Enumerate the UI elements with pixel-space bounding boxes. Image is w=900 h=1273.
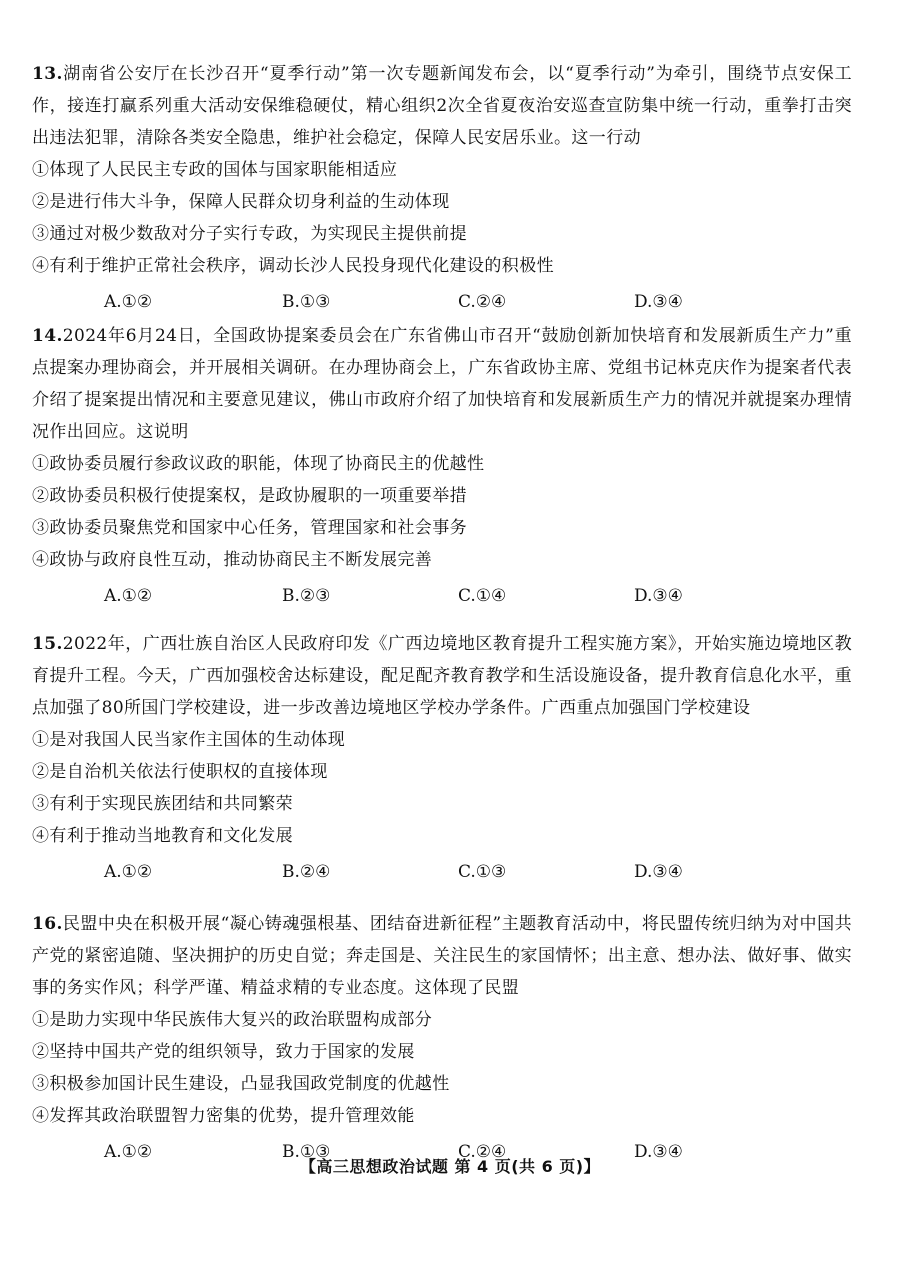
question-13 — [32, 58, 852, 320]
option-2: ②是进行伟大斗争，保障人民群众切身利益的生动体现 — [32, 192, 450, 212]
option-3: ③通过对极少数敌对分子实行专政，为实现民主提供前提 — [32, 224, 467, 244]
option-3: ③有利于实现民族团结和共同繁荣 — [32, 794, 293, 814]
answer-c[interactable]: C.①④ — [458, 586, 507, 606]
question-stem: 2022年，广西壮族自治区人民政府印发《广西边境地区教育提升工程实施方案》，开始实施边境地区教育提升工程。今天，广西加强校舍达标建设，配足配齐教育教学和生活设施设备，提升教育信息化水平，重点加强了80所国门学校建设，进一步改善边境地区学校办学条件。广西重点加强国门学校建设 — [32, 634, 852, 718]
question-number: 14. — [32, 326, 63, 346]
answer-c[interactable]: C.①③ — [458, 862, 507, 882]
option-4: ④有利于维护正常社会秩序，调动长沙人民投身现代化建设的积极性 — [32, 256, 554, 276]
question-number: 16. — [32, 914, 63, 934]
option-2: ②坚持中国共产党的组织领导，致力于国家的发展 — [32, 1042, 415, 1062]
option-1: ①是助力实现中华民族伟大复兴的政治联盟构成部分 — [32, 1010, 433, 1030]
option-1: ①是对我国人民当家作主国体的生动体现 — [32, 730, 346, 750]
answer-b[interactable]: B.②④ — [282, 862, 331, 882]
answer-a[interactable]: A.①② — [104, 862, 153, 882]
answer-b[interactable]: B.①③ — [282, 1142, 331, 1162]
option-4: ④政协与政府良性互动，推动协商民主不断发展完善 — [32, 550, 433, 570]
option-2: ②是自治机关依法行使职权的直接体现 — [32, 762, 328, 782]
answer-d[interactable]: D.③④ — [634, 862, 683, 882]
answer-c[interactable]: C.②④ — [458, 1142, 507, 1162]
answer-c[interactable]: C.②④ — [458, 292, 507, 312]
option-4: ④发挥其政治联盟智力密集的优势，提升管理效能 — [32, 1106, 415, 1126]
answer-b[interactable]: B.②③ — [282, 586, 331, 606]
answer-choices — [104, 578, 852, 614]
question-16 — [32, 908, 852, 1170]
answer-b[interactable]: B.①③ — [282, 292, 331, 312]
answer-a[interactable]: A.①② — [104, 292, 153, 312]
answer-d[interactable]: D.③④ — [634, 292, 683, 312]
question-14 — [32, 320, 852, 614]
answer-choices — [104, 854, 852, 890]
question-number: 13. — [32, 64, 63, 84]
question-15 — [32, 628, 852, 890]
option-4: ④有利于推动当地教育和文化发展 — [32, 826, 293, 846]
question-stem: 民盟中央在积极开展“凝心铸魂强根基、团结奋进新征程”主题教育活动中，将民盟传统归纳为对中国共产党的紧密追随、坚决拥护的历史自觉；奔走国是、关注民生的家国情怀；出主意、想办法、做好事、做实事的务实作风；科学严谨、精益求精的专业态度。这体现了民盟 — [32, 914, 852, 998]
answer-d[interactable]: D.③④ — [634, 1142, 683, 1162]
answer-a[interactable]: A.①② — [104, 1142, 153, 1162]
option-1: ①政协委员履行参政议政的职能，体现了协商民主的优越性 — [32, 454, 485, 474]
question-stem: 湖南省公安厅在长沙召开“夏季行动”第一次专题新闻发布会，以“夏季行动”为牵引，围绕节点安保工作，接连打赢系列重大活动安保维稳硬仗，精心组织2次全省夏夜治安巡查宣防集中统一行动，重拳打击突出违法犯罪，清除各类安全隐患，维护社会稳定，保障人民安居乐业。这一行动 — [32, 64, 852, 148]
question-number: 15. — [32, 634, 63, 654]
option-1: ①体现了人民民主专政的国体与国家职能相适应 — [32, 160, 398, 180]
option-3: ③积极参加国计民生建设，凸显我国政党制度的优越性 — [32, 1074, 450, 1094]
answer-a[interactable]: A.①② — [104, 586, 153, 606]
answer-d[interactable]: D.③④ — [634, 586, 683, 606]
option-2: ②政协委员积极行使提案权，是政协履职的一项重要举措 — [32, 486, 467, 506]
answer-choices — [104, 284, 852, 320]
option-3: ③政协委员聚焦党和国家中心任务，管理国家和社会事务 — [32, 518, 467, 538]
question-stem: 2024年6月24日，全国政协提案委员会在广东省佛山市召开“鼓励创新加快培育和发展新质生产力”重点提案办理协商会，并开展相关调研。在办理协商会上，广东省政协主席、党组书记林克庆作为提案者代表介绍了提案提出情况和主要意见建议，佛山市政府介绍了加快培育和发展新质生产力的情况并就提案办理情况作出回应。这说明 — [32, 326, 852, 442]
page-footer: 【高三思想政治试题 第 4 页(共 6 页)】 — [299, 1157, 601, 1176]
